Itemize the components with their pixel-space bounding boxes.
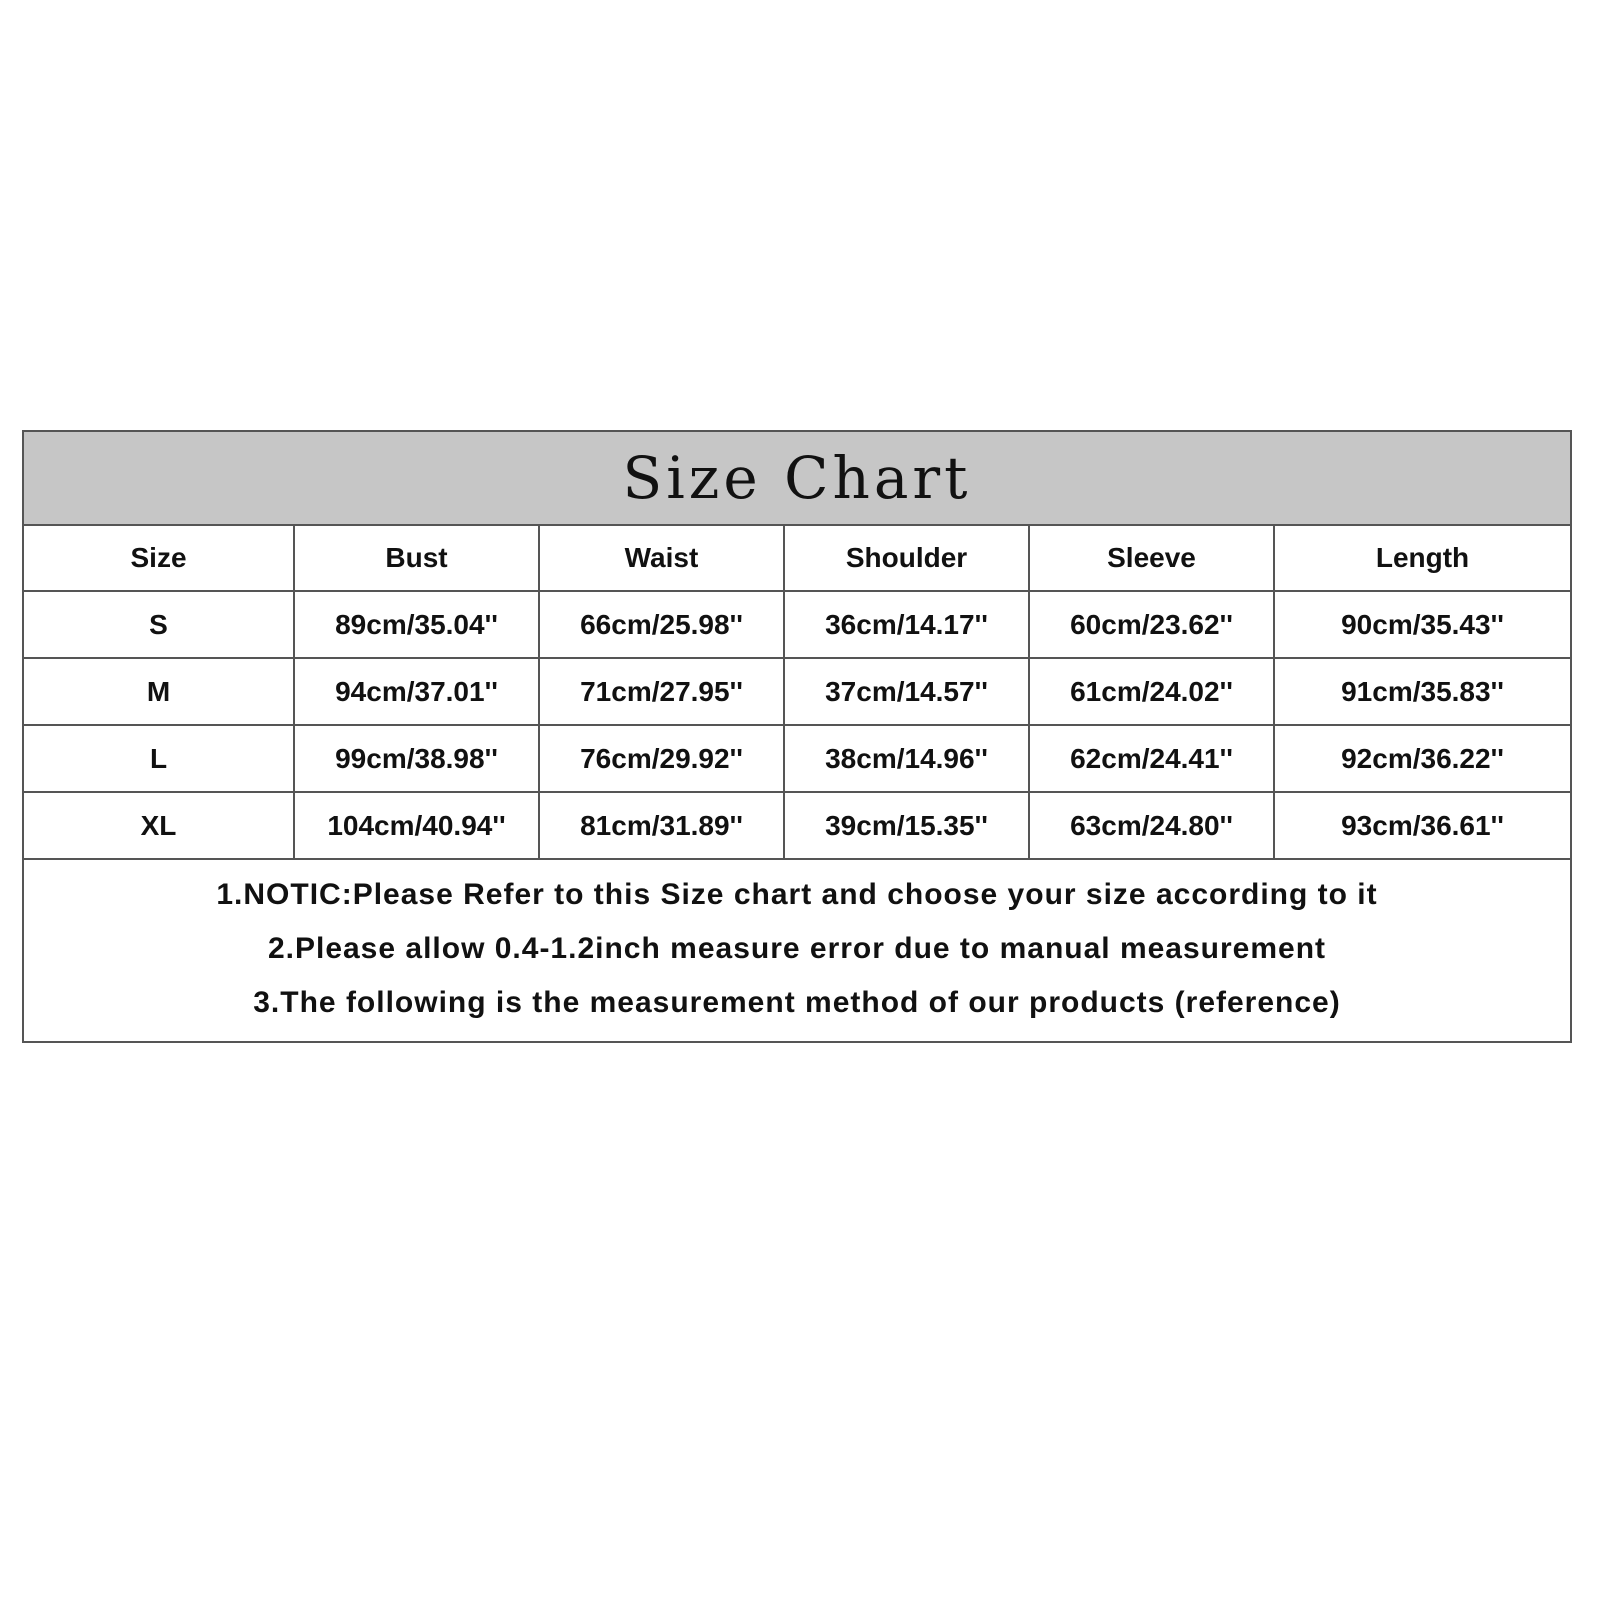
column-header: Bust bbox=[294, 526, 539, 591]
table-cell: 94cm/37.01'' bbox=[294, 658, 539, 725]
table-row bbox=[24, 792, 1570, 859]
table-cell: 104cm/40.94'' bbox=[294, 792, 539, 859]
column-header: Sleeve bbox=[1029, 526, 1274, 591]
table-row bbox=[24, 591, 1570, 658]
note-3: 3.The following is the measurement method of our products (reference) bbox=[253, 986, 1341, 1019]
table-cell: 66cm/25.98'' bbox=[539, 591, 784, 658]
table-cell: 76cm/29.92'' bbox=[539, 725, 784, 792]
table-cell: 36cm/14.17'' bbox=[784, 591, 1029, 658]
table-cell: 71cm/27.95'' bbox=[539, 658, 784, 725]
table-cell: 91cm/35.83'' bbox=[1274, 658, 1570, 725]
table-cell: M bbox=[24, 658, 294, 725]
table-cell: XL bbox=[24, 792, 294, 859]
table-row bbox=[24, 658, 1570, 725]
notes bbox=[24, 860, 1570, 1030]
table-cell: 92cm/36.22'' bbox=[1274, 725, 1570, 792]
table-cell: 81cm/31.89'' bbox=[539, 792, 784, 859]
table-cell: 93cm/36.61'' bbox=[1274, 792, 1570, 859]
table-cell: 62cm/24.41'' bbox=[1029, 725, 1274, 792]
note-2: 2.Please allow 0.4-1.2inch measure error due to manual measurement bbox=[267, 932, 1327, 965]
header-row bbox=[24, 526, 1570, 591]
size-table bbox=[24, 526, 1570, 860]
table-cell: 38cm/14.96'' bbox=[784, 725, 1029, 792]
size-chart-title: Size Chart bbox=[24, 432, 1570, 526]
table-cell: 60cm/23.62'' bbox=[1029, 591, 1274, 658]
table-cell: 99cm/38.98'' bbox=[294, 725, 539, 792]
table-cell: 89cm/35.04'' bbox=[294, 591, 539, 658]
column-header: Shoulder bbox=[784, 526, 1029, 591]
size-chart bbox=[22, 430, 1572, 1043]
table-cell: S bbox=[24, 591, 294, 658]
column-header: Length bbox=[1274, 526, 1570, 591]
table-cell: 61cm/24.02'' bbox=[1029, 658, 1274, 725]
table-cell: 37cm/14.57'' bbox=[784, 658, 1029, 725]
table-cell: 90cm/35.43'' bbox=[1274, 591, 1570, 658]
column-header: Waist bbox=[539, 526, 784, 591]
table-cell: 39cm/15.35'' bbox=[784, 792, 1029, 859]
note-1: 1.NOTIC:Please Refer to this Size chart and choose your size according to it bbox=[216, 878, 1378, 911]
column-header: Size bbox=[24, 526, 294, 591]
table-cell: L bbox=[24, 725, 294, 792]
table-row bbox=[24, 725, 1570, 792]
table-cell: 63cm/24.80'' bbox=[1029, 792, 1274, 859]
